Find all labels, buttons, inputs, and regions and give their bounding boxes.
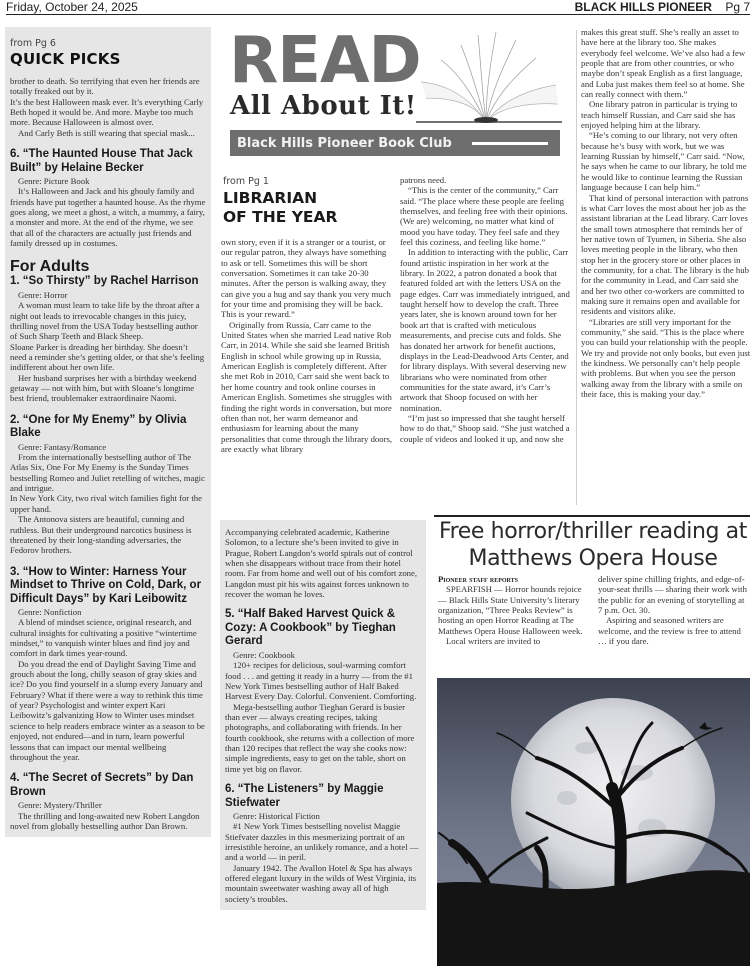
paragraph: “Libraries are still very important for the community,” she said. “This is the place where you can build your relationship with the people. We try and provide not only books, but even just the kindness. We personally can’t help people with problems. But when you see the person walking away from the library with a smile on their face, this is making your day.”	[581, 316, 751, 400]
book-entry	[10, 442, 206, 556]
paragraph: The thrilling and long-awaited new Robert Langdon novel from globally bestselling author Dan Brown.	[10, 810, 200, 831]
book-genre: Genre: Picture Book	[18, 176, 90, 187]
paragraph: “This is the center of the community,” Carr said. “The place where these people are feeling themselves, and feeling free with their opinions. (We are) welcoming, no matter what kind of mood you have today. They feel safe and they feel this coziness, and feeling like home.”	[400, 185, 568, 248]
paragraph: It’s the best Halloween mask ever. It’s everything Carly Beth hoped it would be. And more. Maybe too much more. Because Halloween is almost over.	[10, 96, 204, 128]
librarian-column-1	[221, 237, 393, 454]
paragraph: A woman must learn to take life by the throat after a night out leads to irrevocable changes in this juicy, thrilling novel from the USA Today bestselling author of Such Sharp Teeth and Black Sheep.	[10, 300, 200, 342]
page-number: Pg 7	[725, 0, 750, 14]
paragraph: patrons need.	[400, 175, 447, 185]
headline-line: OF THE YEAR	[223, 208, 338, 226]
paragraph: Do you dread the end of Daylight Saving Time and grouch about the long, chilly season of gray skies and ice? Do you find yourself in a slump every January and February? What if there were a way to rethink this time of year? Psychologist and winter expert Kari Leibowitz’s galvanizing How to Winter uses mindset science to help readers embrace winter as a season to be enjoyed, not endured—and in turn, learn powerful lessons that can impact our mental wellbeing throughout the year.	[10, 658, 205, 762]
paragraph: “He’s coming to our library, not very often because he’s busy with work, but we was learning Russian by himself,” Carr said. “Now, he says when he came to our library, he told me he would like to continue learning the Russian language because I can help him.”	[581, 130, 747, 193]
book-title: 1. “So Thirsty” by Rachel Harrison	[10, 275, 199, 288]
book-genre: Genre: Cookbook	[233, 649, 296, 660]
book-entry	[10, 290, 206, 404]
paper-name: BLACK HILLS PIONEER	[574, 0, 712, 14]
librarian-column-2	[400, 175, 572, 444]
paragraph: Aspiring and seasoned writers are welcome, and the review is free to attend … if you dare.	[598, 615, 741, 647]
paragraph: One library patron in particular is trying to teach himself Russian, and Carr said she has enjoyed helping him at the library.	[581, 99, 738, 131]
paragraph: Her husband surprises her with a birthday weekend getaway — not with him, but with Sloane’s longtime best friend, troublemaker extraordinaire Naomi.	[10, 372, 197, 404]
open-book-icon	[416, 30, 562, 128]
quick-picks-box	[5, 27, 211, 837]
librarian-column-3	[581, 27, 751, 399]
paragraph: A blend of mindset science, original research, and cultural insights for cultivating a positive “wintertime mindset,” to vanquish winter blues and find joy and comfort in dark times year-round.	[10, 617, 197, 659]
paragraph: SPEARFISH — Horror hounds rejoice — Black Hills State University’s literary organization, “Three Peaks Review” is hosting an open Horror Reading at The Matthews Opera House Halloween week.	[438, 584, 583, 636]
book-genre: Genre: Nonfiction	[18, 607, 82, 618]
paragraph: It’s Halloween and Jack and his ghouly family and friends have put together a haunted house. As the rhyme goes along, we meet a ghost, a witch, a mummy, a fairy, a monster and more. At the end of the rhyme, we see that all of the characters are actually just friends and family dressed up in costumes.	[10, 186, 206, 249]
paragraph: And Carly Beth is still wearing that special mask...	[18, 127, 195, 138]
quick-picks-continued-box	[220, 520, 426, 910]
book-title: 6. “The Haunted House That Jack Built” by Helaine Becker	[10, 148, 193, 174]
paragraph: January 1942. The Avallon Hotel & Spa has always offered elegant luxury in the wilds of West Virginia, its mountain sweetwater washing away all of high society’s troubles.	[225, 862, 417, 904]
book-entry	[10, 176, 206, 248]
paragraph: That kind of personal interaction with patrons is what Carr loves the most about her job as the assistant librarian at the Lead library. Carr loves the small town atmosphere that reminds her of her native town of Tyumen, in Siberia. She also loves meeting people in the library, who then stop her in the grocery store or other places in the community, for a chat. The library is the hub for the community in Lead, and Carr said she and her two other co-workers are committed to making sure it remains open and available for residents and visitors alike.	[581, 192, 749, 317]
quick-picks-title: QUICK PICKS	[10, 50, 121, 68]
book-entry	[10, 800, 206, 831]
paragraph: The Antonova sisters are beautiful, cunning and ruthless. But their underground narcotics business is threatened by their long-standing adversaries, the Fedorov brothers.	[10, 514, 192, 556]
book-genre: Genre: Horror	[18, 289, 68, 300]
book-title: 2. “One for My Enemy” by Olivia Blake	[10, 413, 187, 440]
book-title: 5. “Half Baked Harvest Quick & Cozy: A Cookbook” by Tieghan Gerard	[225, 608, 396, 648]
issue-date: Friday, October 24, 2025	[6, 0, 138, 14]
book-entry	[225, 650, 421, 774]
book-genre: Genre: Fantasy/Romance	[18, 441, 107, 452]
book-entry	[10, 607, 206, 762]
book-genre: Genre: Mystery/Thriller	[18, 800, 102, 811]
moon-photo-illustration	[437, 678, 750, 966]
byline: Pioneer staff reports	[438, 574, 519, 584]
paragraph: brother to death. So terrifying that even her friends are totally freaked out by it.	[10, 76, 200, 97]
paragraph: 120+ recipes for delicious, soul-warming comfort food . . . and getting it ready in a hurry — from the #1 New York Times bestselling author of Half Baked Harvest Every Day. Colorful. Convenient. Comforting.	[225, 660, 417, 702]
horror-column-2	[598, 574, 750, 646]
banner-read: READ	[229, 24, 421, 98]
paragraph: makes this great stuff. She’s really an asset to have here at the library too. She makes everybody feel welcome. We’ve also had a few people that are from other countries, or who maybe don’t speak English as a first language, and Luba just makes them feel so at home. She can really connect with them.”	[581, 27, 746, 100]
book-entry-continued	[225, 527, 421, 599]
banner-rule	[472, 142, 548, 145]
horror-headline: Free horror/thriller reading at Matthews Opera House	[438, 519, 747, 571]
book-genre: Genre: Historical Fiction	[233, 811, 320, 822]
paragraph: Local writers are invited to	[446, 636, 541, 647]
book-club-name: Black Hills Pioneer Book Club	[237, 135, 452, 151]
paragraph: Accompanying celebrated academic, Katherine Solomon, to a lecture she’s been invited to give in Prague, Robert Langdon’s world spirals out of control when she disappears without trace from their hotel room. Far from home and well out of his comfort zone, Langdon must pit his wits against forces unknown to recover the woman he loves.	[225, 527, 418, 600]
paragraph: own story, even if it is a stranger or a tourist, or our regular patron, they always have something to ask or tell. Sometimes this will be short conversation. Sometimes it can take 20-30 minutes. After the person is walking away, they can give you a hug and say thank you very much for your time and promising they will be back. This is your reward.”	[221, 237, 391, 320]
page-header	[6, 0, 750, 15]
article-rule	[434, 515, 750, 517]
paragraph: From the internationally bestselling author of The Atlas Six, One For My Enemy is the Sunday Times bestselling Romeo and Juliet retelling of witches, magic and intrigue.	[10, 452, 205, 494]
book-title: 4. “The Secret of Secrets” by Dan Brown	[10, 772, 194, 798]
column-divider	[576, 30, 577, 505]
for-adults-heading: For Adults	[10, 258, 90, 276]
paragraph: “I’m just so impressed that she taught herself how to do that,” Shoop said. “She just watched a couple of videos and looked it up, and now she	[400, 412, 570, 444]
paragraph: deliver spine chilling frights, and edge-of-your-seat thrills — sharing their work with the public for an evening of storytelling at 7 p.m. Oct. 30.	[598, 574, 747, 616]
banner-club-bar	[230, 130, 560, 156]
book-title: 6. “The Listeners” by Maggie Stiefwater	[225, 783, 384, 809]
paragraph: #1 New York Times bestselling novelist Maggie Stiefvater dazzles in this mesmerizing portrait of an irresistible heroine, an unlikely romance, and a hotel — and a world — in peril.	[225, 821, 419, 863]
banner-all-about-it: All About It!	[230, 91, 417, 121]
headline-line: LIBRARIAN	[223, 189, 318, 207]
paragraph: In addition to interacting with the public, Carr found artistic inspiration in her work at the library. In 2022, a patron donated a book that featured folded art with the letters USA on the page edges. Carr was immediately intrigued, and taught herself how to develop the craft. Three years later, she is known around town for her book art that is crafted with meticulous measurements, and precise cuts and folds. She has donated her artwork for benefit auctions, displays in the Lead-Deadwood Arts Center, and for library displays. With several deserving new librarians who were nominated from other communities for the state award, it’s Carr’s artwork that Shoop focused on with her nomination.	[400, 247, 570, 413]
masthead	[575, 1, 750, 14]
quick-picks-intro	[10, 76, 206, 138]
book-club-banner	[226, 24, 562, 160]
paragraph: Mega-bestselling author Tieghan Gerard is busier than ever — always creating recipes, taking photographs, and collaborating with friends. In her fourth cookbook, she returns with a collection of more than 120 recipes that reflect the way she cooks now: simple ingredients, easy to get on the table, short on time yet big on flavor.	[225, 701, 415, 774]
horror-column-1	[438, 574, 588, 646]
book-title: 3. “How to Winter: Harness Your Mindset to Thrive on Cold, Dark, or Difficult Days” by Kari Leibowitz	[10, 565, 202, 605]
paragraph: In New York City, two rival witch families fight for the upper hand.	[10, 493, 202, 514]
paragraph: Sloane Parker is dreading her birthday. She doesn’t need a reminder she’s getting older, or that she’s feeling indifferent about her own life.	[10, 341, 205, 373]
moon-trees-photo	[437, 678, 750, 966]
quick-picks-kicker: from Pg 6	[10, 38, 56, 49]
librarian-headline	[223, 189, 337, 227]
librarian-kicker: from Pg 1	[223, 176, 269, 187]
paragraph: Originally from Russia, Carr came to the United States when she married Lead native Rob Carr, in 2014. While she said she learned British English in school while growing up in Russia, American English is completely different. After she met Rob in 2010, Carr said she went back to her home country and took online courses in American English. Sometimes she struggles with finding the right words in conversation, but more often than not, her warm demeanor and enthusiasm for learning about the many personalities that come through the library doors, are exactly what library	[221, 319, 393, 454]
book-entry	[225, 811, 421, 904]
